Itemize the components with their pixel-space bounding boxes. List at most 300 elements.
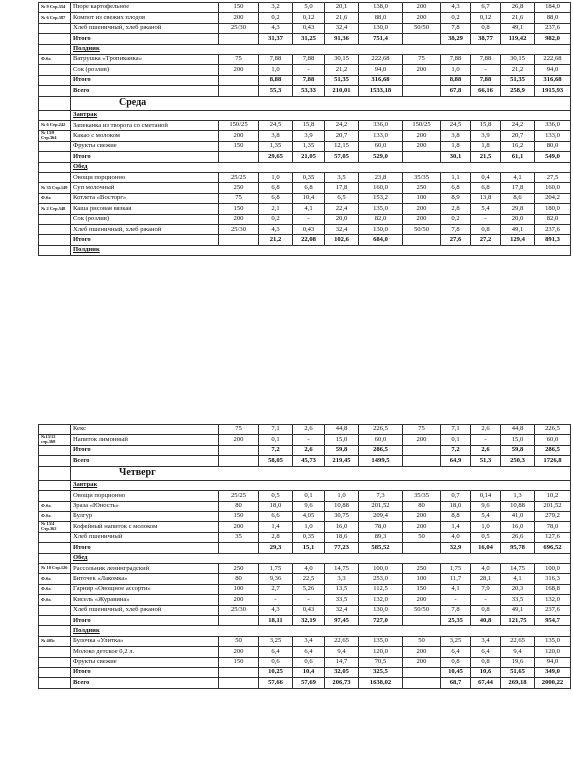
value-cell: 100 bbox=[403, 193, 441, 203]
value-cell: 25/25 bbox=[219, 173, 259, 183]
value-cell: 6,8 bbox=[441, 183, 471, 193]
menu-row bbox=[39, 532, 571, 542]
value-cell: 16,2 bbox=[501, 141, 535, 151]
value-cell: 1499,5 bbox=[359, 456, 403, 466]
value-cell: 40,8 bbox=[471, 616, 501, 626]
recipe-code-cell bbox=[39, 141, 71, 151]
value-cell: 10,4 bbox=[293, 668, 325, 678]
value-cell: 50/50 bbox=[403, 225, 441, 235]
menu-row bbox=[39, 456, 571, 466]
recipe-code-cell bbox=[39, 616, 71, 626]
value-cell: 325,5 bbox=[359, 668, 403, 678]
value-cell: 0,8 bbox=[441, 657, 471, 667]
value-cell: 200 bbox=[403, 131, 441, 142]
recipe-code-cell bbox=[39, 75, 71, 85]
value-cell: 27,6 bbox=[441, 235, 471, 245]
dish-name-cell: Хлеб пшеничный, хлеб ржаной bbox=[71, 225, 219, 235]
value-cell: 6,4 bbox=[471, 647, 501, 657]
value-cell: 102,6 bbox=[325, 235, 359, 245]
dish-name-cell: Итого bbox=[71, 668, 219, 678]
value-cell: 10,45 bbox=[441, 668, 471, 678]
section-code-cell bbox=[39, 162, 71, 172]
value-cell: 0,6 bbox=[293, 657, 325, 667]
value-cell: 1,1 bbox=[441, 173, 471, 183]
value-cell: 21,05 bbox=[293, 152, 325, 162]
dish-name-cell: Рассольник ленинградский bbox=[71, 564, 219, 574]
dish-name-cell: Какао с молоком bbox=[71, 131, 219, 142]
value-cell: 78,0 bbox=[535, 522, 571, 533]
value-cell: 10,4 bbox=[293, 193, 325, 203]
value-cell: 32,05 bbox=[325, 668, 359, 678]
value-cell: 32,9 bbox=[441, 543, 471, 553]
dish-name-cell: Кофейный напиток с молоком bbox=[71, 522, 219, 533]
value-cell: 21,2 bbox=[501, 65, 535, 75]
menu-row bbox=[39, 511, 571, 521]
section-code-cell bbox=[39, 44, 71, 54]
value-cell: 5,4 bbox=[471, 511, 501, 521]
value-cell: 15,8 bbox=[471, 120, 501, 130]
value-cell: 0,2 bbox=[441, 13, 471, 23]
value-cell: 0,43 bbox=[293, 225, 325, 235]
value-cell: 684,0 bbox=[359, 235, 403, 245]
value-cell: 100 bbox=[219, 584, 259, 594]
value-cell: 15,8 bbox=[293, 120, 325, 130]
value-cell: 138,0 bbox=[359, 3, 403, 13]
value-cell: 6,8 bbox=[471, 183, 501, 193]
value-cell: 89,3 bbox=[359, 532, 403, 542]
value-cell: 10,88 bbox=[325, 501, 359, 511]
menu-row bbox=[39, 204, 571, 214]
value-cell: 20,0 bbox=[501, 214, 535, 224]
meal-heading: Завтрак bbox=[71, 480, 571, 490]
value-cell: 336,0 bbox=[535, 120, 571, 130]
value-cell: 14,7 bbox=[325, 657, 359, 667]
value-cell: 68,7 bbox=[441, 678, 471, 688]
value-cell: 200 bbox=[219, 65, 259, 75]
value-cell: 2,7 bbox=[259, 584, 293, 594]
value-cell: 4,1 bbox=[501, 574, 535, 584]
value-cell: 0,2 bbox=[259, 214, 293, 224]
menu-table-thursday bbox=[38, 424, 571, 689]
value-cell: 200 bbox=[403, 141, 441, 151]
menu-row bbox=[39, 225, 571, 235]
value-cell: 201,52 bbox=[535, 501, 571, 511]
value-cell: 4,0 bbox=[471, 564, 501, 574]
value-cell: 135,0 bbox=[535, 636, 571, 646]
value-cell: 29,65 bbox=[259, 152, 293, 162]
value-cell: 219,45 bbox=[325, 456, 359, 466]
value-cell: 16,0 bbox=[325, 522, 359, 533]
day-heading: Четверг bbox=[71, 466, 571, 480]
value-cell: 0,14 bbox=[471, 491, 501, 501]
value-cell: 237,6 bbox=[535, 605, 571, 615]
value-cell: 67,44 bbox=[471, 678, 501, 688]
value-cell: 33,5 bbox=[501, 595, 535, 605]
value-cell: 2,6 bbox=[471, 445, 501, 455]
meal-heading: Полдник bbox=[71, 245, 571, 255]
value-cell: 184,0 bbox=[535, 3, 571, 13]
menu-row bbox=[39, 120, 571, 130]
value-cell: 17,8 bbox=[501, 183, 535, 193]
value-cell: 150 bbox=[219, 3, 259, 13]
dish-name-cell: Итого bbox=[71, 445, 219, 455]
value-cell: 8,88 bbox=[259, 75, 293, 85]
menu-row bbox=[39, 141, 571, 151]
value-cell: 200 bbox=[403, 435, 441, 446]
value-cell: 0,6 bbox=[259, 657, 293, 667]
dish-name-cell: Хлеб пшеничный, хлеб ржаной bbox=[71, 605, 219, 615]
value-cell: 1,75 bbox=[259, 564, 293, 574]
menu-row bbox=[39, 65, 571, 75]
value-cell: 3,25 bbox=[441, 636, 471, 646]
value-cell: 30,75 bbox=[325, 511, 359, 521]
dish-name-cell: Итого bbox=[71, 235, 219, 245]
section-code-cell bbox=[39, 466, 71, 480]
value-cell: 1533,18 bbox=[359, 86, 403, 96]
value-cell: 0,1 bbox=[441, 435, 471, 446]
recipe-code-cell bbox=[39, 23, 71, 33]
value-cell: 29,8 bbox=[501, 204, 535, 214]
dish-name-cell: Запеканка из творога со сметаной bbox=[71, 120, 219, 130]
value-cell: 0,2 bbox=[441, 214, 471, 224]
recipe-code-cell: № 6 Стр.242 bbox=[39, 120, 71, 130]
menu-row bbox=[39, 445, 571, 455]
value-cell: 18,0 bbox=[259, 501, 293, 511]
menu-table-wednesday bbox=[38, 2, 571, 256]
value-cell: 286,5 bbox=[359, 445, 403, 455]
value-cell: 250 bbox=[403, 564, 441, 574]
value-cell: 8,6 bbox=[501, 193, 535, 203]
value-cell: 75 bbox=[403, 425, 441, 435]
value-cell: 200 bbox=[403, 204, 441, 214]
value-cell: 0,35 bbox=[293, 532, 325, 542]
menu-row bbox=[39, 605, 571, 615]
value-cell: 4,0 bbox=[293, 564, 325, 574]
recipe-code-cell bbox=[39, 532, 71, 542]
value-cell: 35/35 bbox=[403, 173, 441, 183]
value-cell: 14,75 bbox=[501, 564, 535, 574]
value-cell: 25/30 bbox=[219, 225, 259, 235]
value-cell: 25/25 bbox=[219, 491, 259, 501]
value-cell: 77,23 bbox=[325, 543, 359, 553]
value-cell: 1726,8 bbox=[535, 456, 571, 466]
value-cell: 12,15 bbox=[325, 141, 359, 151]
value-cell: 4,3 bbox=[259, 605, 293, 615]
dish-name-cell: Итого bbox=[71, 543, 219, 553]
value-cell bbox=[219, 235, 259, 245]
value-cell: 21,2 bbox=[259, 235, 293, 245]
recipe-code-cell bbox=[39, 225, 71, 235]
section-code-cell bbox=[39, 96, 71, 110]
value-cell: 127,6 bbox=[535, 532, 571, 542]
dish-name-cell: Итого bbox=[71, 616, 219, 626]
value-cell: 31,25 bbox=[293, 34, 325, 44]
dish-name-cell: Фрукты свежие bbox=[71, 657, 219, 667]
value-cell: 2,8 bbox=[441, 204, 471, 214]
value-cell: 529,0 bbox=[359, 152, 403, 162]
value-cell: 250 bbox=[219, 183, 259, 193]
value-cell bbox=[219, 34, 259, 44]
value-cell: 129,4 bbox=[501, 235, 535, 245]
value-cell: 0,1 bbox=[293, 491, 325, 501]
meal-heading: Завтрак bbox=[71, 110, 571, 120]
value-cell: 44,8 bbox=[501, 425, 535, 435]
value-cell: 6,7 bbox=[471, 3, 501, 13]
value-cell: 130,0 bbox=[359, 605, 403, 615]
value-cell: 30,1 bbox=[441, 152, 471, 162]
menu-row bbox=[39, 183, 571, 193]
value-cell: 70,5 bbox=[359, 657, 403, 667]
value-cell: 200 bbox=[219, 13, 259, 23]
value-cell: 200 bbox=[403, 657, 441, 667]
value-cell: 150 bbox=[219, 204, 259, 214]
value-cell: 286,5 bbox=[535, 445, 571, 455]
value-cell: 4,05 bbox=[293, 511, 325, 521]
value-cell: 237,6 bbox=[535, 23, 571, 33]
value-cell: 0,43 bbox=[293, 23, 325, 33]
value-cell: 135,0 bbox=[359, 636, 403, 646]
meal-section-row bbox=[39, 626, 571, 636]
value-cell: 49,1 bbox=[501, 605, 535, 615]
value-cell: 3,9 bbox=[293, 131, 325, 142]
value-cell: 4,3 bbox=[259, 225, 293, 235]
value-cell: 0,8 bbox=[471, 657, 501, 667]
recipe-code-cell bbox=[39, 657, 71, 667]
value-cell: 0,8 bbox=[471, 225, 501, 235]
value-cell: 3,8 bbox=[259, 131, 293, 142]
value-cell: 16,0 bbox=[501, 522, 535, 533]
value-cell: 41,0 bbox=[501, 511, 535, 521]
value-cell bbox=[403, 34, 441, 44]
value-cell bbox=[219, 75, 259, 85]
value-cell: 7,1 bbox=[441, 425, 471, 435]
value-cell: 51,65 bbox=[501, 668, 535, 678]
meal-heading: Обед bbox=[71, 162, 571, 172]
value-cell: 7,88 bbox=[471, 54, 501, 64]
dish-name-cell: Фрукты свежие bbox=[71, 141, 219, 151]
value-cell: 38,77 bbox=[471, 34, 501, 44]
value-cell: 2,6 bbox=[471, 425, 501, 435]
value-cell: 0,5 bbox=[259, 491, 293, 501]
value-cell: 0,43 bbox=[293, 605, 325, 615]
value-cell: 9,6 bbox=[471, 501, 501, 511]
value-cell: 15,1 bbox=[293, 543, 325, 553]
section-code-cell bbox=[39, 110, 71, 120]
value-cell: 1,4 bbox=[441, 522, 471, 533]
dish-name-cell: Каша рисовая вязкая bbox=[71, 204, 219, 214]
recipe-code-cell bbox=[39, 173, 71, 183]
value-cell: 67,8 bbox=[441, 86, 471, 96]
recipe-code-cell: Ф.бл. bbox=[39, 501, 71, 511]
value-cell: 35/35 bbox=[403, 491, 441, 501]
menu-row bbox=[39, 678, 571, 688]
dish-name-cell: Булгур bbox=[71, 511, 219, 521]
value-cell: 4,3 bbox=[441, 3, 471, 13]
value-cell: 727,0 bbox=[359, 616, 403, 626]
value-cell: 10,25 bbox=[259, 668, 293, 678]
value-cell: 82,0 bbox=[535, 214, 571, 224]
value-cell: 1,75 bbox=[441, 564, 471, 574]
recipe-code-cell bbox=[39, 214, 71, 224]
value-cell: 0,8 bbox=[471, 23, 501, 33]
value-cell: - bbox=[471, 214, 501, 224]
value-cell: 0,12 bbox=[471, 13, 501, 23]
value-cell: 26,8 bbox=[501, 3, 535, 13]
value-cell bbox=[403, 152, 441, 162]
value-cell: 21,6 bbox=[325, 13, 359, 23]
menu-row bbox=[39, 214, 571, 224]
recipe-code-cell: № 9 Стр.354 bbox=[39, 3, 71, 13]
value-cell: 50 bbox=[403, 636, 441, 646]
recipe-code-cell: № 13/8 Стр.364 bbox=[39, 131, 71, 142]
value-cell: 316,68 bbox=[535, 75, 571, 85]
value-cell: 32,4 bbox=[325, 23, 359, 33]
value-cell: 0,8 bbox=[471, 605, 501, 615]
meal-heading: Обед bbox=[71, 553, 571, 563]
value-cell: 0,5 bbox=[471, 532, 501, 542]
value-cell: 15,0 bbox=[501, 435, 535, 446]
recipe-code-cell: № 2 Стр.348 bbox=[39, 204, 71, 214]
value-cell: 200 bbox=[403, 13, 441, 23]
value-cell: 6,4 bbox=[293, 647, 325, 657]
value-cell: 253,0 bbox=[359, 574, 403, 584]
value-cell: 59,8 bbox=[501, 445, 535, 455]
value-cell: 28,1 bbox=[471, 574, 501, 584]
value-cell: 6,4 bbox=[259, 647, 293, 657]
section-code-cell bbox=[39, 553, 71, 563]
value-cell: 31,37 bbox=[259, 34, 293, 44]
day-heading: Среда bbox=[71, 96, 571, 110]
value-cell: 119,42 bbox=[501, 34, 535, 44]
value-cell: 200 bbox=[403, 511, 441, 521]
dish-name-cell: Сок (розлив) bbox=[71, 214, 219, 224]
value-cell: 200 bbox=[219, 595, 259, 605]
value-cell: 24,5 bbox=[259, 120, 293, 130]
value-cell: 94,0 bbox=[535, 657, 571, 667]
value-cell: 222,68 bbox=[359, 54, 403, 64]
value-cell: 200 bbox=[219, 647, 259, 657]
value-cell: 585,52 bbox=[359, 543, 403, 553]
value-cell: 200 bbox=[403, 647, 441, 657]
value-cell: 112,5 bbox=[359, 584, 403, 594]
value-cell: 201,52 bbox=[359, 501, 403, 511]
value-cell: 316,68 bbox=[359, 75, 403, 85]
value-cell: 132,0 bbox=[535, 595, 571, 605]
value-cell: 1,3 bbox=[501, 491, 535, 501]
value-cell: - bbox=[293, 65, 325, 75]
value-cell bbox=[403, 543, 441, 553]
menu-row bbox=[39, 501, 571, 511]
value-cell: 133,0 bbox=[535, 131, 571, 142]
menu-row bbox=[39, 657, 571, 667]
value-cell: 160,0 bbox=[359, 183, 403, 193]
recipe-code-cell: № 35 Стр.149 bbox=[39, 183, 71, 193]
value-cell: 2,1 bbox=[259, 204, 293, 214]
value-cell: 9,4 bbox=[325, 647, 359, 657]
value-cell: - bbox=[471, 65, 501, 75]
value-cell: 150 bbox=[219, 657, 259, 667]
value-cell: 6,8 bbox=[259, 183, 293, 193]
value-cell: 4,1 bbox=[293, 204, 325, 214]
value-cell: 9,4 bbox=[501, 647, 535, 657]
value-cell: 59,8 bbox=[325, 445, 359, 455]
value-cell: 133,0 bbox=[359, 131, 403, 142]
recipe-code-cell bbox=[39, 235, 71, 245]
menu-row bbox=[39, 13, 571, 23]
value-cell: - bbox=[471, 435, 501, 446]
value-cell: 7,3 bbox=[359, 491, 403, 501]
dish-name-cell: Хлеб пшеничный, хлеб ржаной bbox=[71, 23, 219, 33]
section-code-cell bbox=[39, 245, 71, 255]
value-cell: 0,7 bbox=[441, 491, 471, 501]
value-cell: 7,2 bbox=[259, 445, 293, 455]
value-cell: 100 bbox=[403, 574, 441, 584]
menu-row bbox=[39, 23, 571, 33]
value-cell: 9,6 bbox=[293, 501, 325, 511]
menu-row bbox=[39, 54, 571, 64]
menu-row bbox=[39, 668, 571, 678]
recipe-code-cell bbox=[39, 491, 71, 501]
recipe-code-cell bbox=[39, 152, 71, 162]
menu-row bbox=[39, 34, 571, 44]
value-cell: 2,6 bbox=[293, 445, 325, 455]
recipe-code-cell bbox=[39, 647, 71, 657]
value-cell: 50 bbox=[219, 636, 259, 646]
value-cell: 1,8 bbox=[441, 141, 471, 151]
value-cell: 3,5 bbox=[325, 173, 359, 183]
value-cell: 120,0 bbox=[359, 647, 403, 657]
recipe-code-cell bbox=[39, 65, 71, 75]
dish-name-cell: Сок (розлив) bbox=[71, 65, 219, 75]
value-cell: 20,7 bbox=[325, 131, 359, 142]
value-cell bbox=[219, 445, 259, 455]
value-cell: 1,0 bbox=[441, 65, 471, 75]
value-cell: 135,0 bbox=[359, 204, 403, 214]
recipe-code-cell: № 10 Стр.126 bbox=[39, 564, 71, 574]
value-cell: 20,7 bbox=[501, 131, 535, 142]
value-cell: 32,19 bbox=[293, 616, 325, 626]
menu-row bbox=[39, 152, 571, 162]
dish-name-cell: Котлета «Восторг» bbox=[71, 193, 219, 203]
value-cell bbox=[403, 456, 441, 466]
value-cell: 200 bbox=[403, 214, 441, 224]
value-cell: 2,8 bbox=[259, 532, 293, 542]
value-cell: 3,9 bbox=[471, 131, 501, 142]
value-cell: 3,4 bbox=[293, 636, 325, 646]
value-cell: 200 bbox=[219, 435, 259, 446]
value-cell: 18,11 bbox=[259, 616, 293, 626]
meal-section-row bbox=[39, 245, 571, 255]
value-cell: 17,8 bbox=[325, 183, 359, 193]
value-cell: 64,9 bbox=[441, 456, 471, 466]
value-cell: 7,2 bbox=[441, 445, 471, 455]
value-cell: 21,2 bbox=[325, 65, 359, 75]
value-cell: 0,12 bbox=[293, 13, 325, 23]
dish-name-cell: Напиток лимонный bbox=[71, 435, 219, 446]
value-cell: 150 bbox=[403, 584, 441, 594]
value-cell: 91,36 bbox=[325, 34, 359, 44]
value-cell: 13,5 bbox=[325, 584, 359, 594]
value-cell: 6,5 bbox=[325, 193, 359, 203]
value-cell: 23,8 bbox=[359, 173, 403, 183]
value-cell: 5,0 bbox=[293, 3, 325, 13]
dish-name-cell: Итого bbox=[71, 75, 219, 85]
dish-name-cell: Гарнир «Овощное ассорти» bbox=[71, 584, 219, 594]
recipe-code-cell bbox=[39, 34, 71, 44]
dish-name-cell: Овощи порционно bbox=[71, 491, 219, 501]
value-cell: 210,01 bbox=[325, 86, 359, 96]
value-cell: 22,4 bbox=[325, 204, 359, 214]
